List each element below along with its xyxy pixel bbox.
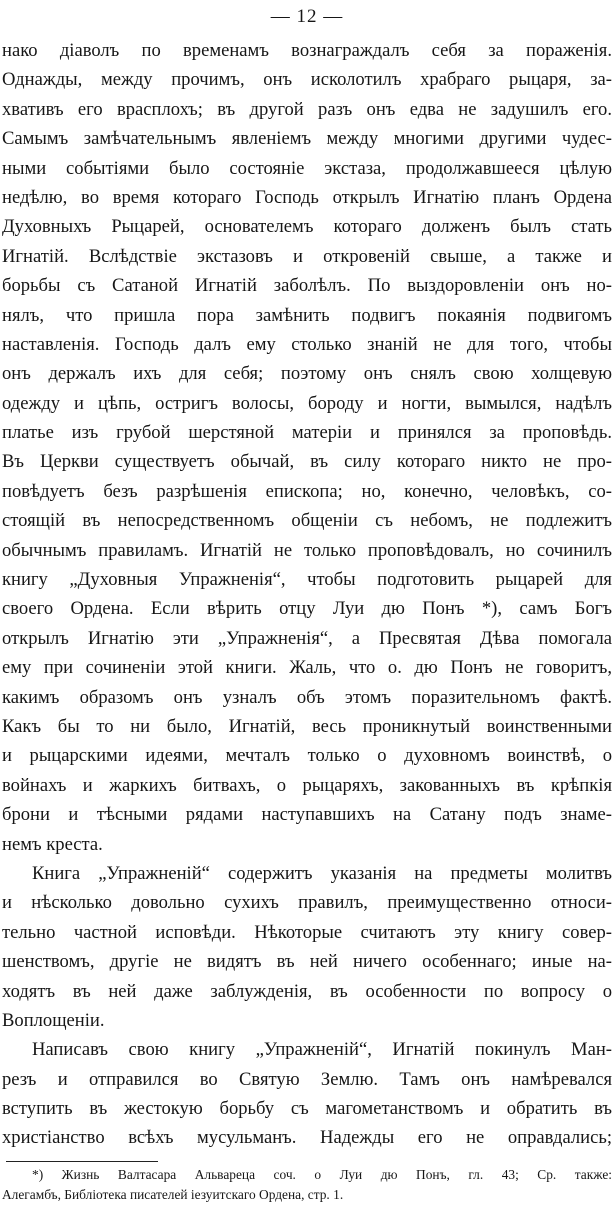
text-line: какимъ образомъ онъ узналъ объ этомъ поразительномъ фактѣ. (2, 686, 612, 708)
text-line: Духовныхъ Рыцарей, основателемъ котораго долженъ былъ стать (2, 216, 612, 238)
text-line: Однажды, между прочимъ, онъ исколотилъ храбраго рыцаря, за- (2, 69, 612, 91)
paragraph-1 (2, 36, 612, 859)
text-line: Самымъ замѣчательнымъ явленіемъ между многими другими чудес- (2, 128, 612, 150)
text-line: своего Ордена. Если вѣрить отцу Луи дю Понъ *), самъ Богъ (2, 598, 612, 620)
text-line: борьбы съ Сатаной Игнатій заболѣлъ. По выздоровленіи онъ но- (2, 275, 612, 297)
text-line: и нѣсколько довольно сухихъ правилъ, преимущественно относи- (2, 892, 612, 914)
paragraph-3 (2, 1035, 612, 1153)
text-line: ными событіями было состояніе экстаза, продолжавшееся цѣлую (2, 157, 612, 179)
text-line: резъ и отправился во Святую Землю. Тамъ онъ намѣревался (2, 1068, 612, 1090)
text-line: и рыцарскими идеями, мечталъ только о духовномъ воинствѣ, о (2, 745, 612, 767)
text-line: нако діаволъ по временамъ вознаграждалъ себя за пораженія. (2, 40, 612, 61)
text-line: Воплощеніи. (2, 1009, 105, 1031)
text-line: Игнатій. Вслѣдствіе экстазовъ и откровеній свыше, а также и (2, 245, 612, 267)
text-line: нялъ, что пришла пора замѣнить подвигъ покаянія подвигомъ (2, 304, 612, 326)
paragraph-2 (2, 859, 612, 1035)
text-line: обычнымъ правиламъ. Игнатій не только проповѣдовалъ, но сочинилъ (2, 539, 612, 561)
text-line: Въ Церкви существуетъ обычай, въ силу котораго никто не про- (2, 451, 612, 473)
text-line: ходятъ въ ней даже заблужденія, въ особенности по вопросу о (2, 980, 612, 1002)
text-line: немъ креста. (2, 833, 103, 855)
text-line: наставленія. Господь далъ ему столько знаній не для того, чтобы (2, 333, 612, 355)
text-line: книгу „Духовныя Упражненія“, чтобы подготовить рыцарей для (2, 569, 612, 591)
text-line: тельно частной исповѣди. Нѣкоторые считаютъ эту книгу совер- (2, 921, 612, 943)
text-line: открылъ Игнатію эти „Упражненія“, а Пресвятая Дѣва помогала (2, 627, 612, 649)
text-line: ему при сочиненіи этой книги. Жаль, что о. дю Понъ не говоритъ, (2, 657, 612, 679)
text-line: войнахъ и жаркихъ битвахъ, о рыцаряхъ, закованныхъ въ крѣпкія (2, 774, 612, 796)
text-line: одежду и цѣпь, остригъ волосы, бороду и ногти, вымылся, надѣлъ (2, 392, 612, 414)
text-line: Какъ бы то ни было, Игнатій, весь проникнутый воинственными (2, 715, 612, 737)
footnote-line: *) Жизнь Валтасара Альвареца соч. о Луи дю Понъ, гл. 43; Ср. также: (32, 1166, 612, 1182)
text-line: недѣлю, во время котораго Господь открылъ Игнатію планъ Ордена (2, 186, 612, 208)
text-line: Книга „Упражненій“ содержитъ указанія на предметы молитвъ (32, 862, 612, 884)
page-number: — 12 — (270, 6, 344, 27)
text-line: хвативъ его врасплохъ; въ другой разъ онъ едва не задушилъ его. (2, 98, 612, 120)
text-line: брони и тѣсными рядами наступавшихъ на Сатану подъ знаме- (2, 804, 612, 826)
text-line: Написавъ свою книгу „Упражненій“, Игнатій покинулъ Ман- (32, 1039, 612, 1061)
text-line: христіанство всѣхъ мусульманъ. Надежды его не оправдались; (2, 1127, 612, 1149)
text-line: стоящій въ непосредственномъ общеніи съ небомъ, не подлежитъ (2, 510, 612, 532)
text-line: платье изъ грубой шерстяной матеріи и принялся за проповѣдь. (2, 422, 612, 444)
text-line: вступить въ жестокую борьбу съ магометанствомъ и обратить въ (2, 1098, 612, 1120)
text-line: повѣдуетъ безъ разрѣшенія епископа; но, конечно, человѣкъ, со- (2, 480, 612, 502)
footnote-line: Алегамбъ, Библіотека писателей іезуитскаго Ордена, стр. 1. (2, 1186, 344, 1202)
text-line: шенствомъ, другіе не видятъ въ ней ничего особеннаго; иные на- (2, 951, 612, 973)
footnote (2, 1165, 612, 1205)
footnote-divider (6, 1161, 158, 1162)
text-line: онъ держалъ ихъ для себя; поэтому онъ снялъ свою холщевую (2, 363, 612, 385)
